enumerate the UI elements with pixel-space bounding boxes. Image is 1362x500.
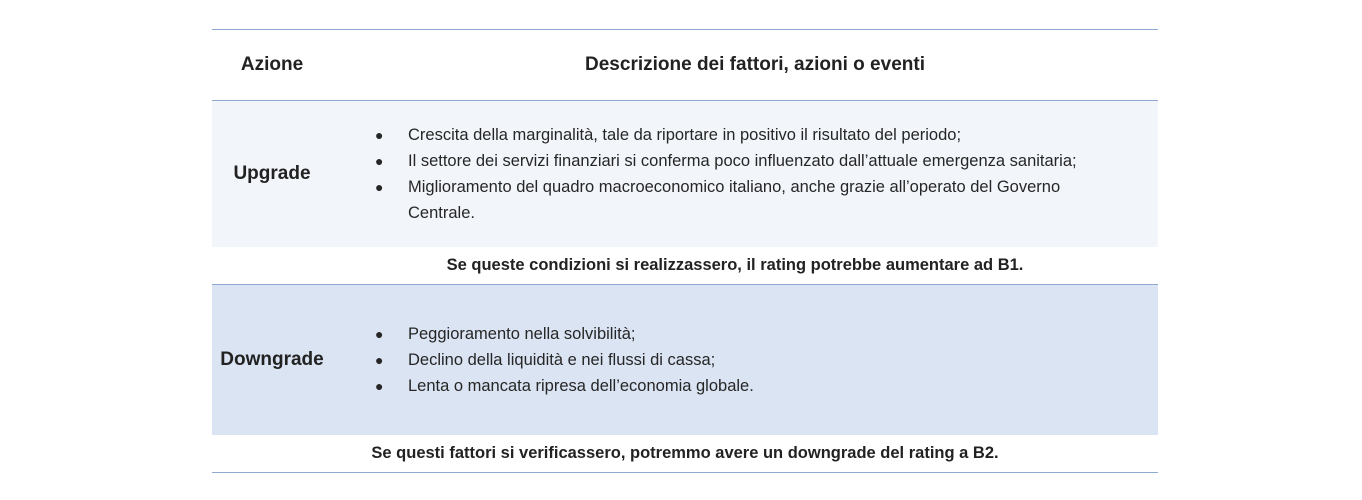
list-item <box>332 174 1108 226</box>
list-item <box>332 373 1108 399</box>
bullet-icon: ● <box>375 127 384 143</box>
upgrade-bullet-text: Il settore dei servizi finanziari si conferma poco influenzato dall’attuale emergenza sanitaria; <box>408 152 1077 170</box>
bullet-icon: ● <box>375 352 384 368</box>
header-description: Descrizione dei fattori, azioni o eventi <box>585 54 925 75</box>
downgrade-description <box>332 285 1158 435</box>
header-action: Azione <box>240 54 304 75</box>
bullet-icon: ● <box>375 153 384 169</box>
upgrade-bullet-text: Crescita della marginalità, tale da riportare in positivo il risultato del periodo; <box>408 126 962 144</box>
upgrade-label: Upgrade <box>233 163 311 184</box>
downgrade-bullet-text: Lenta o mancata ripresa dell’economia globale. <box>408 377 754 395</box>
upgrade-bullet-list <box>332 122 1108 226</box>
upgrade-bullet-text: Miglioramento del quadro macroeconomico italiano, anche grazie all’operato del Governo Centrale. <box>408 178 1061 222</box>
list-item <box>332 122 1108 148</box>
list-item <box>332 148 1108 174</box>
downgrade-bullet-text: Peggioramento nella solvibilità; <box>408 325 636 343</box>
downgrade-bullet-text: Declino della liquidità e nei flussi di cassa; <box>408 351 716 369</box>
table-header <box>212 30 1158 100</box>
list-item <box>332 321 1108 347</box>
downgrade-bullet-list <box>332 321 1108 399</box>
list-item <box>332 347 1108 373</box>
bullet-icon: ● <box>375 179 384 195</box>
bullet-icon: ● <box>375 378 384 394</box>
downgrade-row <box>212 285 1158 435</box>
downgrade-note: Se questi fattori si verificassero, potremmo avere un downgrade del rating a B2. <box>212 435 1158 472</box>
upgrade-description <box>332 101 1158 247</box>
downgrade-label: Downgrade <box>220 349 324 370</box>
bullet-icon: ● <box>375 326 384 342</box>
upgrade-note: Se queste condizioni si realizzassero, il rating potrebbe aumentare ad B1. <box>212 247 1158 284</box>
bottom-rule <box>212 472 1158 473</box>
upgrade-row <box>212 101 1158 247</box>
rating-table <box>212 29 1158 473</box>
